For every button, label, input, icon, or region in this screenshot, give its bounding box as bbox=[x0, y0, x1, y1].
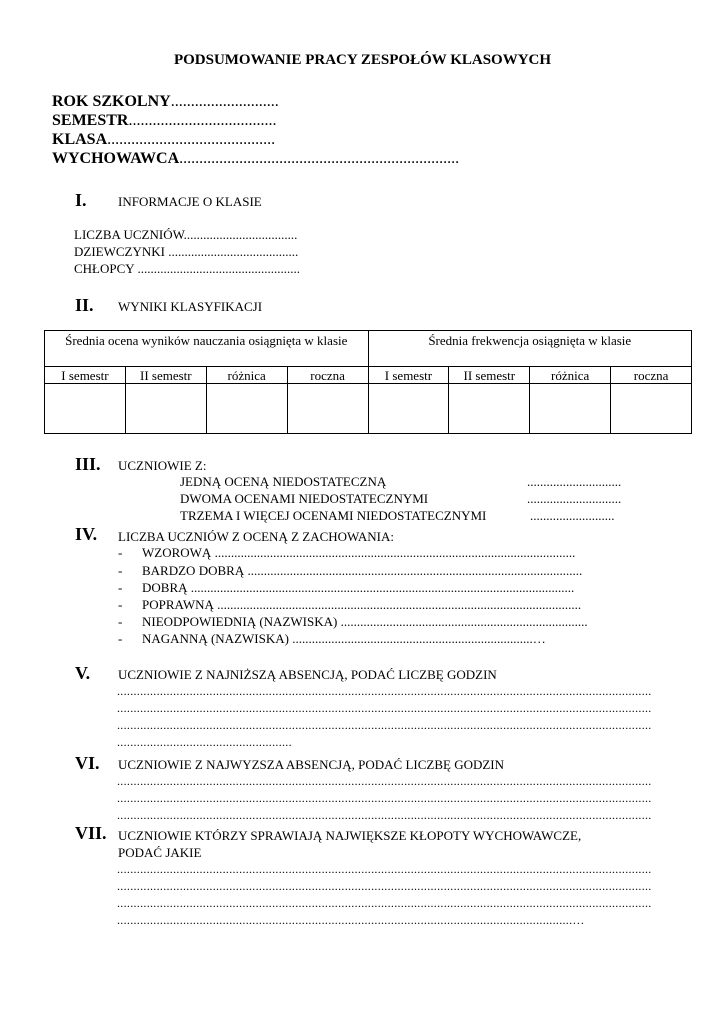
three-fail-field[interactable]: .......................... bbox=[530, 508, 615, 523]
answer-line[interactable]: ..................................................... bbox=[117, 735, 292, 749]
semester-line bbox=[52, 112, 276, 130]
section-2-title: WYNIKI KLASYFIKACJI bbox=[118, 299, 263, 314]
avg-attendance-header: Średnia frekwencja osiągnięta w klasie bbox=[368, 331, 692, 367]
section-7-title: UCZNIOWIE KTÓRZY SPRAWIAJĄ NAJWIĘKSZE KŁOPOTY WYCHOWAWCZE, bbox=[118, 828, 582, 843]
col-att-sem2: II semestr bbox=[449, 367, 530, 384]
col-att-annual: roczna bbox=[611, 367, 692, 384]
classification-table bbox=[44, 330, 692, 434]
section-5-number: V. bbox=[75, 663, 91, 683]
boys-count-line[interactable]: CHŁOPCY .................................................. bbox=[74, 261, 300, 276]
school-year-line bbox=[52, 93, 279, 111]
semester-field[interactable]: ..................................... bbox=[128, 112, 277, 129]
col-grade-sem2: II semestr bbox=[125, 367, 206, 384]
section-4-number: IV. bbox=[75, 524, 98, 544]
answer-line[interactable]: ..........................................................................................................................................… bbox=[117, 913, 585, 927]
teacher-label: WYCHOWAWCA bbox=[52, 150, 180, 167]
class-line bbox=[52, 131, 275, 149]
cell-grade-annual[interactable] bbox=[287, 384, 368, 434]
col-grade-sem1: I semestr bbox=[45, 367, 126, 384]
three-fail-label: TRZEMA I WIĘCEJ OCENAMI NIEDOSTATECZNYMI bbox=[180, 508, 487, 523]
answer-line[interactable]: .................................................................................................................................................................. bbox=[117, 791, 652, 805]
teacher-line bbox=[52, 150, 459, 168]
cell-att-diff[interactable] bbox=[530, 384, 611, 434]
section-7-title-cont: PODAĆ JAKIE bbox=[118, 845, 202, 860]
page-title: PODSUMOWANIE PRACY ZESPOŁÓW KLASOWYCH bbox=[173, 52, 552, 68]
answer-line[interactable]: .................................................................................................................................................................. bbox=[117, 701, 652, 715]
section-2-number: II. bbox=[75, 295, 94, 315]
answer-line[interactable]: .................................................................................................................................................................. bbox=[117, 718, 652, 732]
section-4-title: LICZBA UCZNIÓW Z OCENĄ Z ZACHOWANIA: bbox=[118, 529, 394, 544]
cell-grade-sem1[interactable] bbox=[45, 384, 126, 434]
students-count-line[interactable]: LICZBA UCZNIÓW................................... bbox=[74, 227, 298, 242]
one-fail-label: JEDNĄ OCENĄ NIEDOSTATECZNĄ bbox=[180, 474, 387, 489]
one-fail-field[interactable]: ............................. bbox=[527, 474, 622, 489]
two-fail-label: DWOMA OCENAMI NIEDOSTATECZNYMI bbox=[180, 491, 429, 506]
conduct-item[interactable]: - POPRAWNĄ ................................................................................................................ bbox=[118, 597, 582, 612]
school-year-label: ROK SZKOLNY bbox=[52, 93, 171, 110]
section-1-title: INFORMACJE O KLASIE bbox=[118, 194, 262, 209]
conduct-item[interactable]: - DOBRĄ ...................................................................................................................... bbox=[118, 580, 575, 595]
cell-grade-sem2[interactable] bbox=[125, 384, 206, 434]
class-field[interactable]: .......................................... bbox=[107, 131, 276, 148]
conduct-item[interactable]: - WZOROWĄ ............................................................................................................... bbox=[118, 545, 576, 560]
col-att-diff: różnica bbox=[530, 367, 611, 384]
answer-line[interactable]: .................................................................................................................................................................. bbox=[117, 774, 652, 788]
section-3-number: III. bbox=[75, 454, 101, 474]
section-6-number: VI. bbox=[75, 753, 100, 773]
answer-line[interactable]: .................................................................................................................................................................. bbox=[117, 862, 652, 876]
col-grade-diff: różnica bbox=[206, 367, 287, 384]
teacher-field[interactable]: ...................................................................... bbox=[179, 150, 460, 167]
class-label: KLASA bbox=[52, 131, 108, 148]
section-1-number: I. bbox=[75, 190, 87, 210]
cell-att-sem1[interactable] bbox=[368, 384, 449, 434]
conduct-item[interactable]: - BARDZO DOBRĄ ....................................................................................................... bbox=[118, 563, 583, 578]
cell-att-annual[interactable] bbox=[611, 384, 692, 434]
section-7-number: VII. bbox=[75, 823, 107, 843]
two-fail-field[interactable]: ............................. bbox=[527, 491, 622, 506]
answer-line[interactable]: .................................................................................................................................................................. bbox=[117, 879, 652, 893]
conduct-item[interactable]: - NAGANNĄ (NAZWISKA) ..........................................................................… bbox=[118, 631, 546, 646]
col-grade-annual: roczna bbox=[287, 367, 368, 384]
answer-line[interactable]: .................................................................................................................................................................. bbox=[117, 896, 652, 910]
conduct-item[interactable]: - NIEODPOWIEDNIĄ (NAZWISKA) ............................................................................ bbox=[118, 614, 588, 629]
answer-line[interactable]: .................................................................................................................................................................. bbox=[117, 684, 652, 698]
answer-line[interactable]: .................................................................................................................................................................. bbox=[117, 808, 652, 822]
girls-count-line[interactable]: DZIEWCZYNKI ........................................ bbox=[74, 244, 299, 259]
section-6-title: UCZNIOWIE Z NAJWYZSZA ABSENCJĄ, PODAĆ LICZBĘ GODZIN bbox=[118, 757, 505, 772]
section-5-title: UCZNIOWIE Z NAJNIŻSZĄ ABSENCJĄ, PODAĆ LICZBĘ GODZIN bbox=[118, 667, 497, 682]
col-att-sem1: I semestr bbox=[368, 367, 449, 384]
cell-att-sem2[interactable] bbox=[449, 384, 530, 434]
avg-grade-header: Średnia ocena wyników nauczania osiągnięta w klasie bbox=[45, 331, 369, 367]
semester-label: SEMESTR bbox=[52, 112, 129, 129]
section-3-title: UCZNIOWIE Z: bbox=[118, 458, 207, 473]
cell-grade-diff[interactable] bbox=[206, 384, 287, 434]
school-year-field[interactable]: ........................... bbox=[170, 93, 279, 110]
